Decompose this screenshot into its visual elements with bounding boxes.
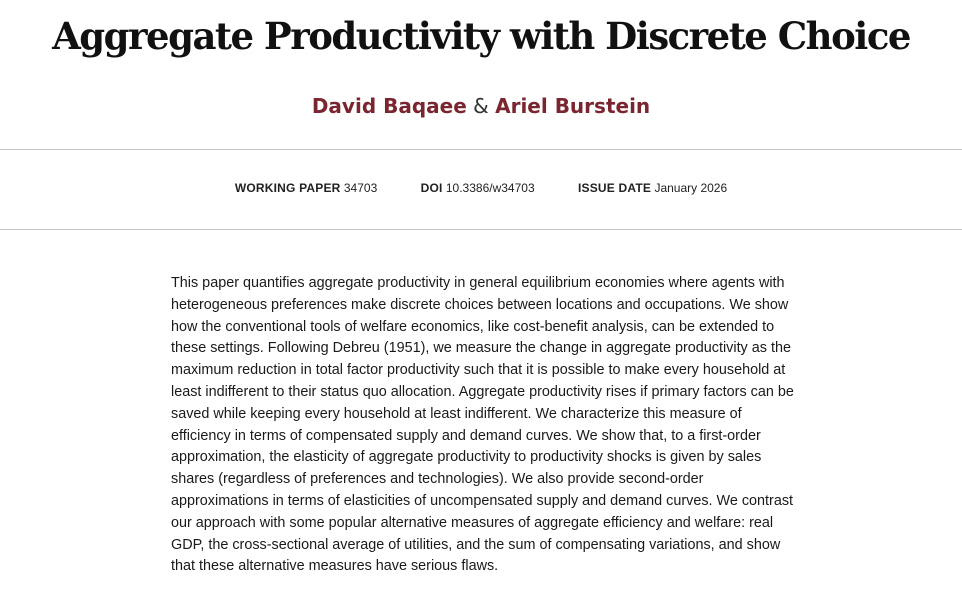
- paper-metadata: [0, 180, 962, 196]
- author-separator: &: [473, 94, 489, 118]
- abstract-text: This paper quantifies aggregate productivity in general equilibrium economies where agents with heterogeneous preferences make discrete choices between locations and occupations. We show how the conventional tools of welfare economics, like cost-benefit analysis, can be extended to these settings. Following Debreu (1951), we measure the change in aggregate productivity as the maximum reduction in total factor productivity such that it is possible to make every household at least indifferent to their status quo allocation. Aggregate productivity rises if primary factors can be saved while keeping every household at least indifferent. We characterize this measure of efficiency in terms of compensated supply and demand curves. We show that, to a first-order approximation, the elasticity of aggregate productivity to productivity shocks is given by sales shares (regardless of preferences and technologies). We also provide second-order approximations in terms of elasticities of uncompensated supply and demand curves. We contrast our approach with some popular alternative measures of aggregate efficiency and welfare: real GDP, the cross-sectional average of utilities, and the sum of compensating variations, and show that these alternative measures have serious flaws.: [171, 275, 794, 575]
- doi-value: 10.3386/w34703: [445, 181, 535, 195]
- author-link-ariel-burstein[interactable]: Ariel Burstein: [495, 94, 651, 118]
- issue-date-value: January 2026: [654, 181, 728, 195]
- working-paper-info: [235, 180, 377, 196]
- issue-date-label: ISSUE DATE: [577, 181, 652, 195]
- working-paper-label: WORKING PAPER: [234, 181, 341, 195]
- author-list: [0, 92, 962, 120]
- meta-bottom-divider: [0, 229, 962, 230]
- author-link-david-baqaee[interactable]: David Baqaee: [311, 94, 467, 118]
- doi-info: [421, 180, 535, 196]
- issue-date-info: [578, 180, 727, 196]
- working-paper-number: 34703: [343, 181, 378, 195]
- doi-label: DOI: [420, 181, 443, 195]
- meta-top-divider: [0, 149, 962, 150]
- page-title: Aggregate Productivity with Discrete Choice: [52, 14, 910, 58]
